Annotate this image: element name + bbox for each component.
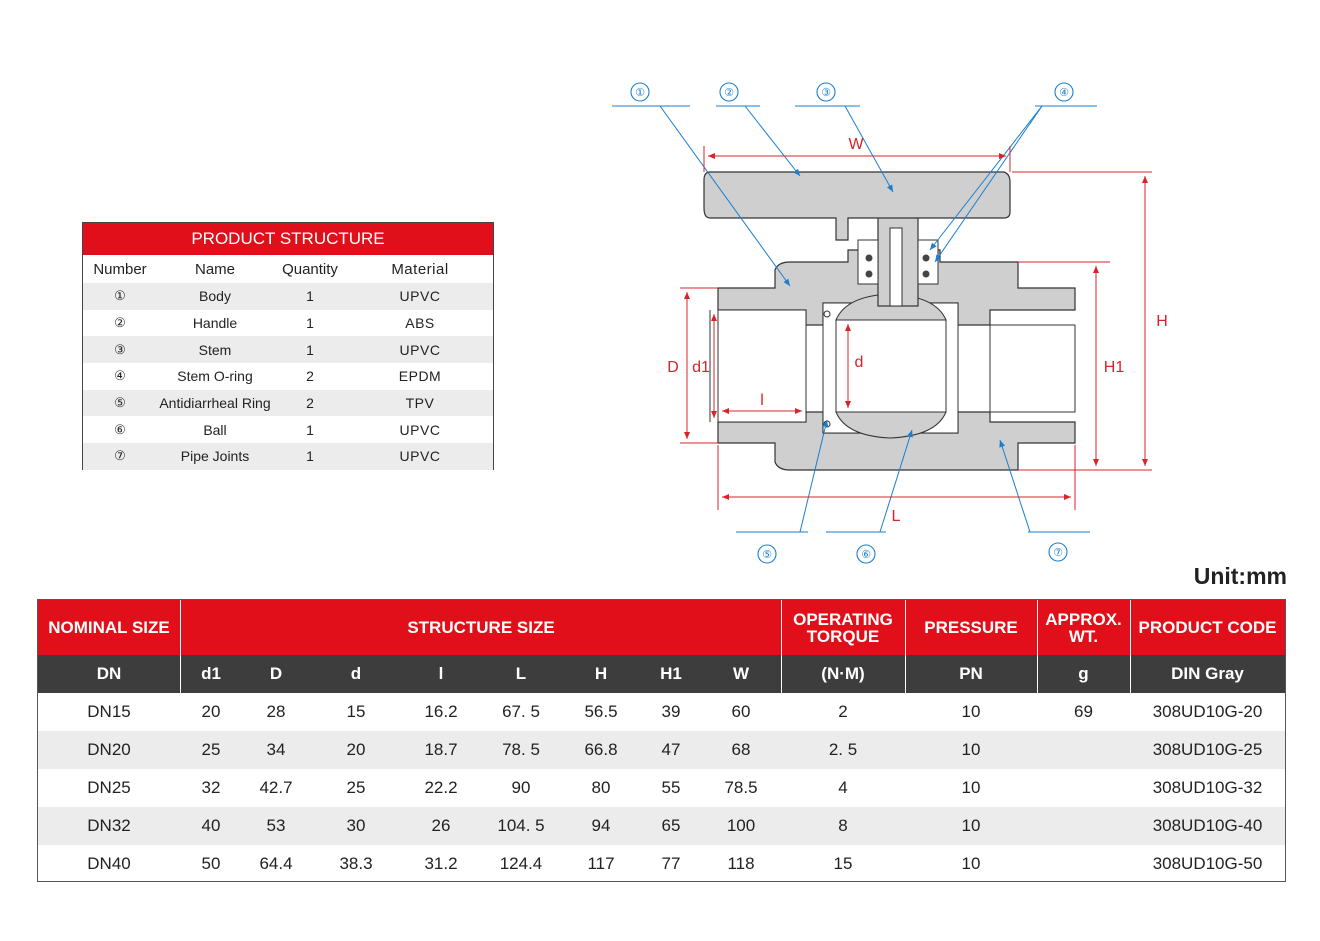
- part-quantity: 2: [306, 368, 314, 385]
- product-structure-row: [83, 416, 493, 443]
- cell-H: 66.8: [584, 740, 618, 759]
- part-name: Antidiarrheal Ring: [159, 395, 271, 412]
- cell-H: 56.5: [584, 702, 618, 721]
- part-number: ⑥: [114, 421, 126, 437]
- dim-L: L: [891, 508, 901, 525]
- part-quantity: 1: [306, 421, 314, 438]
- header-structure-size: STRUCTURE SIZE: [407, 618, 555, 637]
- subheader-W: W: [732, 664, 750, 683]
- ball-shape: [823, 294, 958, 438]
- cell-L: 124.4: [499, 854, 543, 873]
- divider: [1130, 600, 1131, 693]
- cell-code: 308UD10G-20: [1152, 702, 1263, 721]
- product-structure-table: [82, 222, 494, 470]
- subheader-D: D: [269, 664, 283, 683]
- cell-H: 80: [591, 778, 611, 797]
- dim-l: l: [760, 392, 764, 409]
- cell-H1: 47: [661, 740, 681, 759]
- product-structure-row: [83, 336, 493, 363]
- part-name: Handle: [192, 315, 238, 332]
- part-material: UPVC: [399, 341, 441, 358]
- cell-L: 90: [511, 778, 531, 797]
- cell-pn: 10: [961, 816, 981, 835]
- divider: [180, 600, 181, 693]
- product-structure-row: [83, 390, 493, 417]
- cell-torque: 2. 5: [828, 740, 858, 759]
- subheader-L: L: [515, 664, 527, 683]
- callout-2: ②: [724, 86, 734, 99]
- part-name: Stem: [198, 341, 232, 358]
- part-material: UPVC: [399, 421, 441, 438]
- product-structure-row: [83, 283, 493, 310]
- cell-W: 68: [731, 740, 751, 759]
- header-approx-wt: APPROX. WT.: [1045, 609, 1122, 646]
- cell-L: 67. 5: [502, 702, 540, 721]
- cell-W: 118: [727, 854, 755, 873]
- cell-dn: DN40: [87, 854, 131, 873]
- cell-l: 18.7: [424, 740, 458, 759]
- cell-torque: 8: [838, 816, 848, 835]
- cell-d1: 40: [201, 816, 221, 835]
- header-quantity: Quantity: [282, 260, 338, 278]
- cell-l: 26: [431, 816, 451, 835]
- part-quantity: 1: [306, 288, 314, 305]
- cell-d1: 50: [201, 854, 221, 873]
- subheader-H: H: [594, 664, 608, 683]
- divider: [1037, 600, 1038, 693]
- cell-d: 38.3: [339, 854, 373, 873]
- table-row: [38, 693, 1285, 731]
- cell-L: 104. 5: [497, 816, 545, 835]
- callout-6: ⑥: [861, 548, 871, 561]
- part-material: TPV: [405, 395, 435, 412]
- dim-D: D: [667, 359, 679, 376]
- part-name: Stem O-ring: [177, 368, 253, 385]
- part-number: ①: [114, 288, 126, 304]
- dim-H: H: [1156, 313, 1168, 330]
- divider: [905, 600, 906, 693]
- subheader-torque: (N·M): [821, 664, 865, 683]
- divider: [781, 600, 782, 693]
- subheader-l: l: [438, 664, 444, 683]
- cell-code: 308UD10G-32: [1152, 778, 1263, 797]
- cell-d1: 25: [201, 740, 221, 759]
- cell-torque: 4: [838, 778, 848, 797]
- cell-weight: 69: [1074, 702, 1093, 721]
- part-quantity: 1: [306, 341, 314, 358]
- cell-pn: 10: [961, 778, 981, 797]
- product-structure-row: [83, 443, 493, 470]
- unit-label: Unit:mm: [1193, 563, 1287, 589]
- cell-dn: DN20: [87, 740, 131, 759]
- cell-H1: 65: [661, 816, 681, 835]
- header-nominal-size: NOMINAL SIZE: [48, 618, 170, 637]
- cell-W: 60: [731, 702, 751, 721]
- cell-l: 16.2: [424, 702, 458, 721]
- cell-code: 308UD10G-50: [1152, 854, 1263, 873]
- cell-W: 100: [726, 816, 756, 835]
- product-structure-rows: [83, 283, 493, 470]
- cell-torque: 2: [838, 702, 848, 721]
- part-number: ⑦: [114, 448, 126, 464]
- callout-7: ⑦: [1053, 546, 1063, 559]
- cell-dn: DN15: [87, 702, 131, 721]
- dim-W: W: [848, 136, 864, 153]
- callout-3: ③: [821, 86, 831, 99]
- header-number: Number: [93, 260, 147, 278]
- dim-H1: H1: [1103, 359, 1125, 376]
- part-name: Pipe Joints: [180, 448, 250, 465]
- cell-W: 78.5: [724, 778, 758, 797]
- part-name: Body: [199, 288, 231, 305]
- cell-weight: [1037, 769, 1130, 807]
- cell-H1: 77: [661, 854, 681, 873]
- cell-weight: [1037, 845, 1130, 883]
- header-name: Name: [194, 260, 235, 278]
- cell-weight: [1037, 807, 1130, 845]
- cell-torque: 15: [833, 854, 853, 873]
- cell-D: 53: [266, 816, 286, 835]
- part-material: UPVC: [399, 448, 441, 465]
- dim-d1: d1: [692, 359, 710, 376]
- table-row: [38, 731, 1285, 769]
- cell-D: 34: [266, 740, 286, 759]
- header-operating-torque: OPERATING TORQUE: [793, 609, 893, 646]
- product-structure-row: [83, 310, 493, 337]
- callout-5: ⑤: [762, 548, 772, 561]
- table-row: [38, 769, 1285, 807]
- cell-H: 117: [587, 854, 615, 873]
- cell-pn: 10: [961, 740, 981, 759]
- table-row: [38, 845, 1285, 883]
- part-number: ④: [114, 368, 126, 384]
- callout-4: ④: [1059, 86, 1069, 99]
- cell-d: 25: [346, 778, 366, 797]
- cell-d1: 20: [201, 702, 221, 721]
- cell-dn: DN32: [87, 816, 131, 835]
- header-material: Material: [391, 260, 449, 278]
- structure-size-table: [37, 599, 1286, 882]
- part-number: ⑤: [114, 395, 126, 411]
- subheader-d1: d1: [201, 664, 221, 683]
- cell-D: 28: [266, 702, 286, 721]
- subheader-H1: H1: [660, 664, 682, 683]
- cell-dn: DN25: [87, 778, 131, 797]
- product-structure-row: [83, 363, 493, 390]
- subheader-dn: DN: [96, 664, 122, 683]
- subheader-d: d: [350, 664, 362, 683]
- cell-D: 64.4: [259, 854, 293, 873]
- cell-d: 30: [346, 816, 366, 835]
- part-name: Ball: [203, 421, 227, 438]
- part-quantity: 1: [306, 448, 314, 465]
- part-quantity: 1: [306, 315, 314, 332]
- subheader-pn: PN: [959, 664, 983, 683]
- product-structure-header: [83, 255, 493, 283]
- part-number: ③: [114, 341, 126, 357]
- subheader-weight: g: [1078, 664, 1089, 683]
- cell-H1: 55: [661, 778, 681, 797]
- cell-d1: 32: [201, 778, 221, 797]
- cell-pn: 10: [961, 702, 981, 721]
- cell-weight: [1037, 731, 1130, 769]
- cell-H: 94: [591, 816, 611, 835]
- cell-D: 42.7: [259, 778, 293, 797]
- cell-pn: 10: [961, 854, 981, 873]
- part-material: UPVC: [399, 288, 441, 305]
- part-material: EPDM: [398, 368, 442, 385]
- cell-code: 308UD10G-40: [1152, 816, 1263, 835]
- part-quantity: 2: [306, 395, 314, 412]
- header-product-code: PRODUCT CODE: [1138, 618, 1277, 637]
- subheader-code: DIN Gray: [1171, 664, 1244, 683]
- dim-d: d: [854, 354, 864, 371]
- cell-L: 78. 5: [502, 740, 540, 759]
- cell-l: 22.2: [424, 778, 458, 797]
- header-pressure: PRESSURE: [924, 618, 1018, 637]
- cell-d: 20: [346, 740, 366, 759]
- table-row: [38, 807, 1285, 845]
- cell-d: 15: [346, 702, 366, 721]
- cell-H1: 39: [661, 702, 681, 721]
- callout-1: ①: [635, 86, 645, 99]
- product-structure-title: PRODUCT STRUCTURE: [83, 223, 493, 255]
- part-material: ABS: [405, 315, 435, 332]
- cell-l: 31.2: [424, 854, 458, 873]
- part-number: ②: [114, 315, 126, 331]
- valve-cross-section-diagram: [600, 70, 1220, 570]
- cell-code: 308UD10G-25: [1152, 740, 1263, 759]
